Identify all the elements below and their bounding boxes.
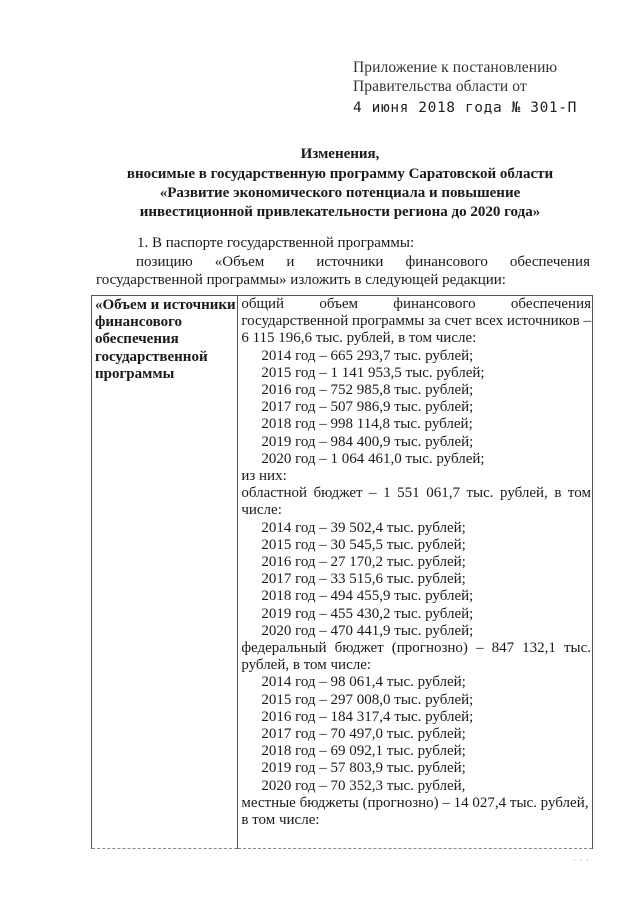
list-item: 2014 год – 665 293,7 тыс. рублей; — [261, 347, 474, 364]
list-item: 2016 год – 27 170,2 тыс. рублей; — [261, 554, 466, 571]
appendix-line-2: Правительства области от — [353, 78, 527, 95]
list-item: 2014 год – 98 061,4 тыс. рублей; — [261, 674, 466, 691]
total-intro-3: 6 115 196,6 тыс. рублей, в том числе: — [241, 330, 477, 347]
paragraph-item-1: 1. В паспорте государственной программы: — [137, 235, 415, 251]
list-item: 2015 год – 1 141 953,5 тыс. рублей; — [261, 364, 485, 381]
list-item: 2019 год – 455 430,2 тыс. рублей; — [261, 605, 474, 622]
list-item: 2017 год – 33 515,6 тыс. рублей; — [261, 571, 466, 588]
title-line-3: «Развитие экономического потенциала и повышение — [159, 185, 521, 201]
appendix-header — [353, 58, 577, 118]
list-item: 2017 год – 70 497,0 тыс. рублей; — [261, 726, 466, 743]
list-item: 2019 год – 57 803,9 тыс. рублей; — [261, 760, 466, 777]
funding-table — [91, 295, 593, 849]
local-budget-1: местные бюджеты (прогнозно) – 14 027,4 тыс. рублей, — [241, 794, 589, 811]
paragraph-item-2: позицию «Объем и источники финансового обеспечения государственной программы» изложить в следующей редакции: — [96, 254, 590, 288]
list-item: 2015 год – 297 008,0 тыс. рублей; — [261, 691, 474, 708]
list-item: 2018 год – 494 455,9 тыс. рублей; — [261, 588, 474, 605]
federal-budget-2: рублей, в том числе: — [241, 657, 372, 674]
total-intro-2: государственной программы за счет всех источников – — [241, 313, 591, 330]
list-item: 2020 год – 1 064 461,0 тыс. рублей; — [261, 450, 485, 467]
of-them-label: из них: — [241, 468, 287, 485]
list-item: 2017 год – 507 986,9 тыс. рублей; — [261, 399, 474, 416]
regional-budget-1: областной бюджет – 1 551 061,7 тыс. рублей, в том — [241, 485, 591, 502]
list-item: 2016 год – 184 317,4 тыс. рублей; — [261, 708, 474, 725]
table-right-content — [238, 296, 593, 849]
list-item: 2015 год – 30 545,5 тыс. рублей; — [261, 536, 466, 553]
table-row — [92, 296, 593, 849]
appendix-line-1: Приложение к постановлению — [353, 59, 558, 76]
table-left-label: «Объем и источники финансового обеспечения государственной программы — [92, 296, 238, 849]
title-line-2: вносимые в государственную программу Саратовской области — [126, 166, 554, 182]
federal-budget-1: федеральный бюджет (прогнозно) – 847 132,1 тыс. — [241, 640, 591, 657]
document-title — [90, 145, 590, 222]
list-item: 2016 год – 752 985,8 тыс. рублей; — [261, 382, 474, 399]
list-item: 2020 год – 70 352,3 тыс. рублей, — [261, 777, 466, 794]
list-item: 2018 год – 69 092,1 тыс. рублей; — [261, 743, 466, 760]
list-item: 2018 год – 998 114,8 тыс. рублей; — [261, 416, 473, 433]
regional-budget-2: числе: — [241, 502, 282, 519]
local-budget-2: в том числе: — [241, 812, 320, 829]
list-item: 2020 год – 470 441,9 тыс. рублей; — [261, 622, 474, 639]
scan-noise-marks: ∙ ∙ · — [573, 855, 590, 865]
decree-reference: 4 июня 2018 года № 301-П — [353, 100, 577, 116]
list-item: 2019 год – 984 400,9 тыс. рублей; — [261, 433, 474, 450]
list-item: 2014 год – 39 502,4 тыс. рублей; — [261, 519, 466, 536]
title-line-4: инвестиционной привлекательности региона до 2020 года» — [139, 204, 541, 220]
title-line-1: Изменения, — [300, 146, 380, 162]
total-intro-1: общий объем финансового обеспечения — [241, 296, 591, 312]
